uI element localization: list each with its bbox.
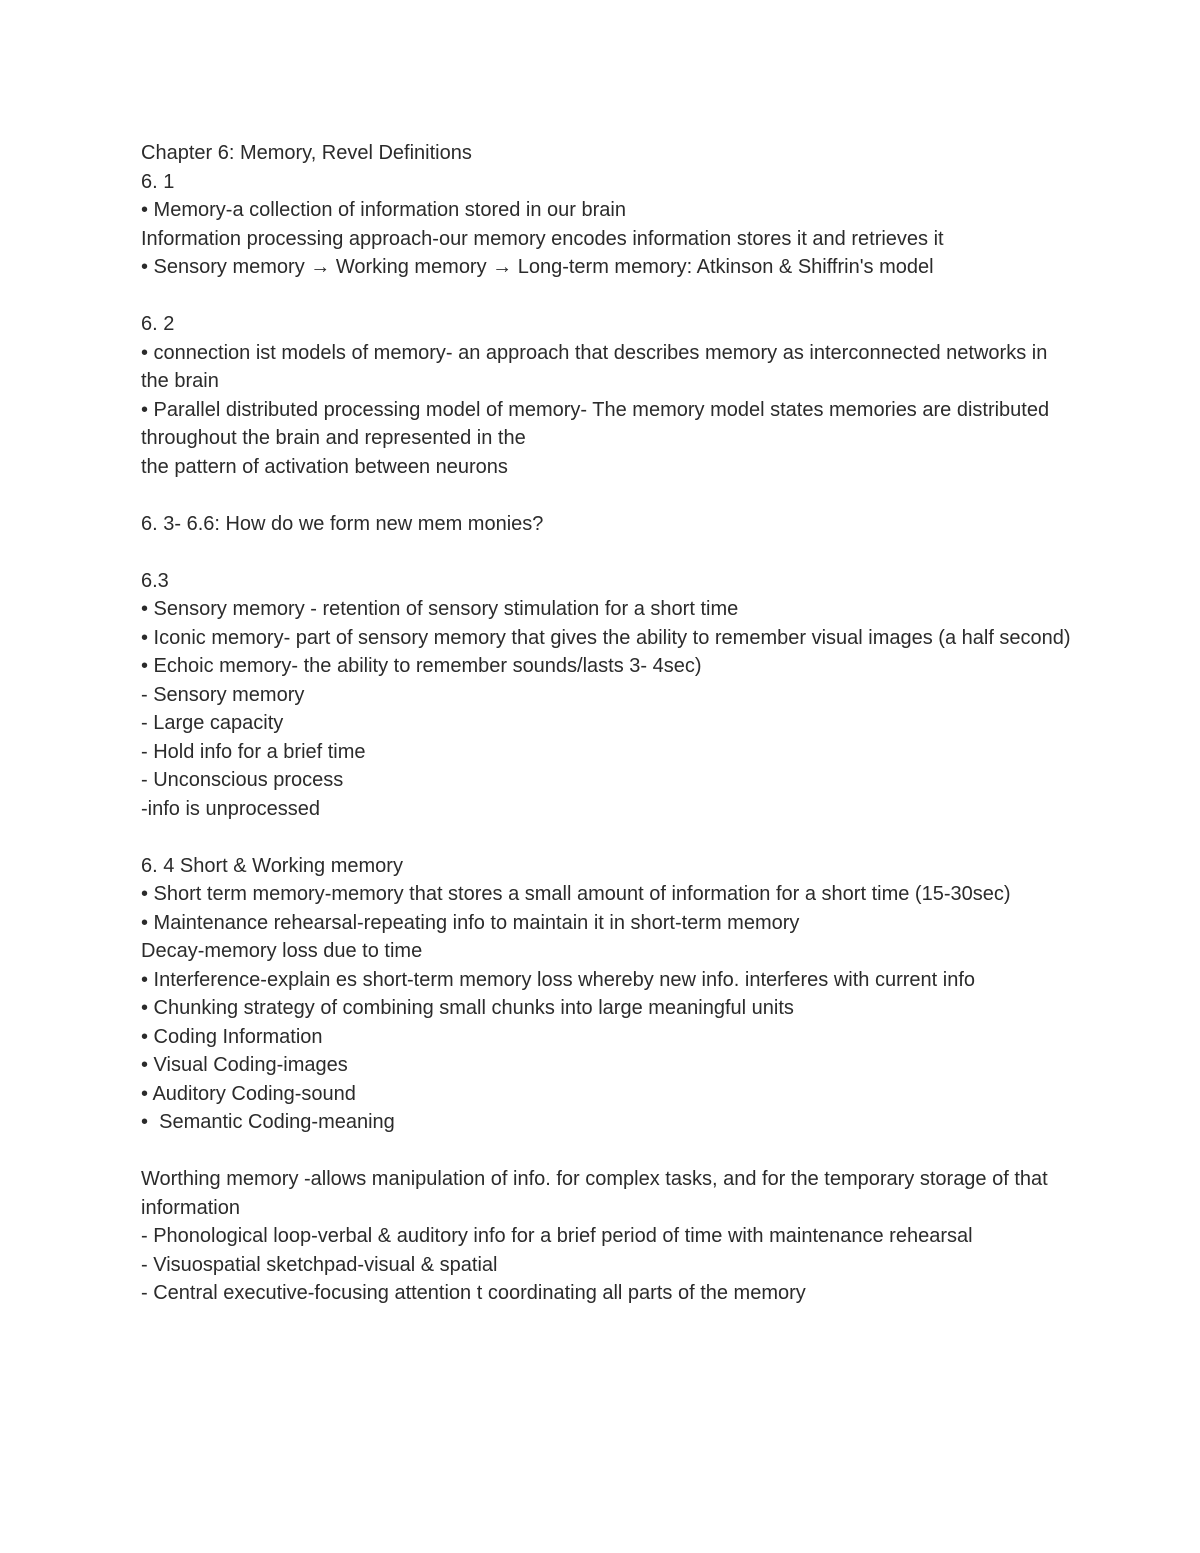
list-item: -info is unprocessed (141, 797, 320, 820)
blank-line (141, 538, 1071, 567)
list-item: • Semantic Coding-meaning (141, 1111, 395, 1133)
list-item: • Parallel distributed processing model of memory- The memory model states memories are distributed throughout the brain and represented in the (141, 398, 1055, 449)
list-item: - Hold info for a brief time (141, 740, 366, 763)
list-item: Worthing memory -allows manipulation of info. for complex tasks, and for the temporary storage of that information (141, 1168, 1054, 1219)
list-item: Information processing approach-our memory encodes information stores it and retrieves it (141, 227, 944, 250)
blank-line (141, 823, 1071, 852)
list-item: - Large capacity (141, 712, 284, 734)
blank-line (141, 1137, 1071, 1166)
list-item: • Coding Information (141, 1025, 323, 1048)
list-item: • Sensory memory - retention of sensory stimulation for a short time (141, 598, 739, 620)
document-title: Chapter 6: Memory, Revel Definitions (141, 142, 472, 164)
list-item: the pattern of activation between neurons (141, 455, 508, 478)
list-item: • Interference-explain es short-term memory loss whereby new info. interferes with current info (141, 968, 976, 991)
list-item: - Phonological loop-verbal & auditory info for a brief period of time with maintenance rehearsal (141, 1225, 973, 1247)
list-item: - Unconscious process (141, 769, 344, 791)
section-6-2-heading: 6. 2 (141, 313, 175, 335)
list-item: • Iconic memory- part of sensory memory that gives the ability to remember visual images (a half second) (141, 626, 1071, 649)
list-item: • Maintenance rehearsal-repeating info to maintain it in short-term memory (141, 911, 800, 934)
blank-line (141, 282, 1071, 311)
document-page (141, 139, 1071, 1308)
list-item: • Short term memory-memory that stores a small amount of information for a short time (15-30sec) (141, 883, 1011, 905)
section-6-1-heading: 6. 1 (141, 170, 175, 193)
list-item: - Visuospatial sketchpad-visual & spatial (141, 1253, 498, 1276)
list-item: Decay-memory loss due to time (141, 940, 423, 962)
list-item: • Chunking strategy of combining small chunks into large meaningful units (141, 997, 794, 1019)
list-item: • Sensory memory → Working memory → Long-term memory: Atkinson & Shiffrin's model (141, 256, 934, 278)
list-item: • Auditory Coding-sound (141, 1082, 356, 1105)
section-6-4-heading: 6. 4 Short & Working memory (141, 854, 403, 877)
section-6-3-heading: 6.3 (141, 569, 169, 592)
list-item: - Central executive-focusing attention t coordinating all parts of the memory (141, 1282, 806, 1304)
list-item: • Visual Coding-images (141, 1054, 348, 1076)
section-6-3-6-6-heading: 6. 3- 6.6: How do we form new mem monies? (141, 512, 544, 535)
list-item: • Memory-a collection of information stored in our brain (141, 199, 626, 221)
list-item: - Sensory memory (141, 683, 305, 706)
list-item: • Echoic memory- the ability to remember sounds/lasts 3- 4sec) (141, 655, 702, 677)
list-item: • connection ist models of memory- an approach that describes memory as interconnected networks in the brain (141, 341, 1053, 392)
blank-line (141, 481, 1071, 510)
